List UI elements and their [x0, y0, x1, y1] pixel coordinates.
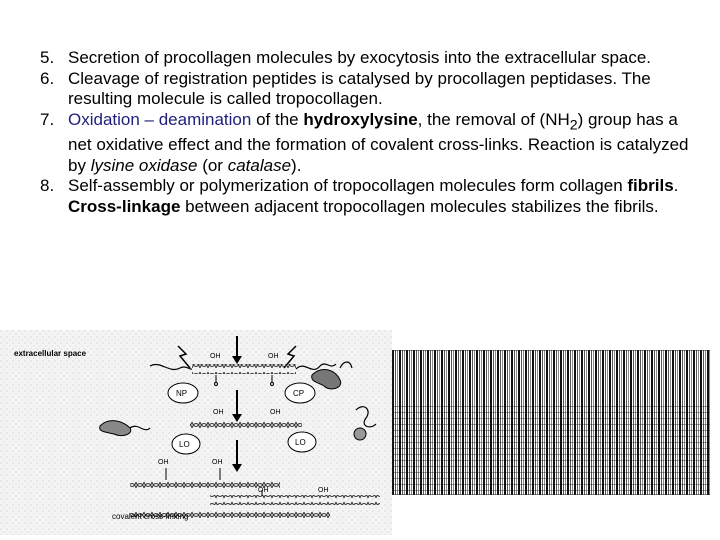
c-propeptide-blob: [354, 428, 366, 440]
cp-label: CP: [293, 389, 305, 398]
oh-label: OH: [270, 409, 281, 416]
bold-term: hydroxylysine: [303, 109, 418, 129]
bold-term: fibrils: [627, 176, 674, 196]
item-text: Secretion of procollagen molecules by exocytosis into the extracellular space.: [68, 48, 652, 67]
italic-term: lysine oxidase: [90, 155, 198, 175]
list-item: [40, 110, 690, 177]
list-item: [40, 48, 690, 69]
np-label: NP: [176, 389, 188, 398]
oh-label: OH: [212, 459, 223, 466]
oh-label: OH: [213, 409, 224, 416]
oh-label: OH: [210, 353, 221, 360]
numbered-list: [40, 48, 690, 217]
procollagen-helix: [192, 364, 296, 374]
figure-caption: covalent cross-linking: [112, 512, 189, 521]
collagen-fibril-micrograph: [392, 350, 710, 495]
item-text: ) group has a net oxidative effect and the formation of covalent cross-links. Reaction is catalyzed by: [68, 109, 689, 175]
item-text: (or: [197, 155, 228, 175]
list-number: 5.: [40, 48, 55, 67]
subscript: 2: [569, 116, 578, 133]
lo-label: LO: [295, 438, 306, 447]
item-text: Self-assembly or polymerization of tropocollagen molecules form collagen: [68, 176, 628, 196]
highlighted-term: Oxidation – deamination: [68, 109, 252, 129]
fibril-helix: [210, 495, 380, 505]
oh-label: OH: [158, 459, 169, 466]
list-number: 6.: [40, 68, 55, 88]
item-text: between adjacent tropocollagen molecules stabilizes the fibrils.: [180, 196, 659, 216]
procollagen-processing-diagram: [0, 330, 392, 535]
tropocollagen-helix: [190, 422, 302, 432]
fibril-striations: [392, 405, 710, 495]
bold-term: Cross-linkage: [68, 196, 181, 216]
list-number: 8.: [40, 176, 55, 196]
item-text: , the removal of (NH: [417, 109, 570, 129]
lo-label: LO: [179, 440, 190, 449]
oh-label: OH: [258, 487, 269, 494]
oh-label: OH: [268, 353, 279, 360]
item-text: .: [673, 176, 679, 196]
list-item: [40, 69, 690, 110]
figure-title: extracellular space: [14, 349, 87, 358]
oh-label: OH: [318, 487, 329, 494]
list-number: 7.: [40, 109, 55, 129]
list-item: [40, 176, 690, 217]
item-text: ).: [291, 155, 302, 175]
item-text: Cleavage of registration peptides is catalysed by procollagen peptidases. The resulting molecule is called tropocollagen.: [68, 68, 651, 108]
italic-term: catalase: [227, 155, 292, 175]
item-text: of the: [251, 109, 304, 129]
